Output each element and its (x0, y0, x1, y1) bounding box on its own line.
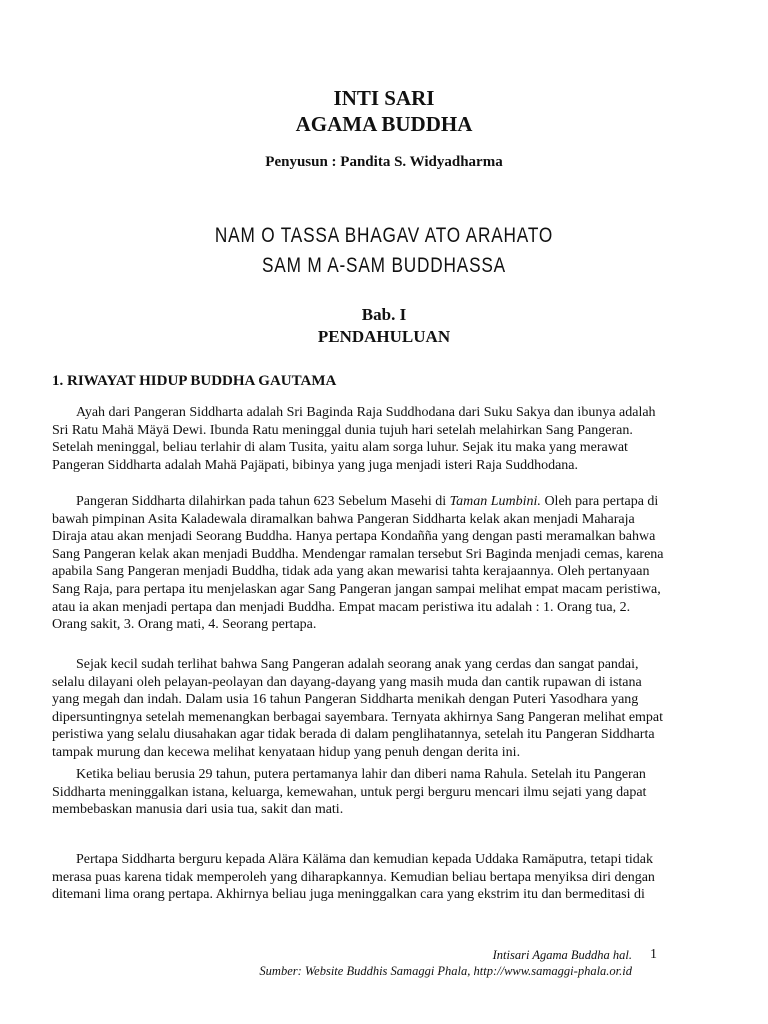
paragraph-5 (52, 851, 672, 904)
paragraph-line: Siddharta meninggalkan istana, keluarga, kemewahan, untuk pergi berguru mencari ilmu sejati yang dapat (52, 784, 647, 800)
paragraph-line: apabila Sang Pangeran menjadi Buddha, tidak ada yang akan mewarisi tahta kerajaannya. Oleh pertanyaan (52, 564, 650, 580)
paragraph-line: membebaskan manusia dari usia tua, sakit dan mati. (52, 802, 344, 818)
chapter-number: Bab. I (361, 305, 407, 324)
paragraph-line: Orang sakit, 3. Orang mati, 4. Seorang pertapa. (52, 617, 317, 633)
paragraph-line: Sang Raja, para pertapa itu menjelaskan agar Sang Pangeran jangan sampai melihat empat macam peristiwa, (52, 581, 661, 597)
paragraph-line: Ayah dari Pangeran Siddharta adalah Sri Baginda Raja Suddhodana dari Suku Sakya dan ibunya adalah (76, 405, 656, 420)
paragraph-line: Ketika beliau berusia 29 tahun, putera pertamanya lahir dan diberi nama Rahula. Setelah itu Pangeran (76, 767, 646, 782)
paragraph-text: Oleh para pertapa di (540, 494, 659, 509)
paragraph-line: merasa puas karena tidak memperoleh yang diharapkannya. Kemudian beliau bertapa menyiksa diri dengan (52, 869, 655, 885)
mantra-line-1: NAM O TASSA BHAGAV ATO ARAHATO (214, 224, 554, 247)
paragraph-1 (52, 404, 672, 474)
chapter-title: PENDAHULUAN (317, 327, 451, 346)
paragraph-line: selalu dilayani oleh pelayan-peolayan dan dayang-dayang yang masih muda dan cantik rupawan di istana (52, 674, 642, 690)
paragraph-line: Setelah meninggal, beliau terlahir di alam Tusita, yaitu alam sorga luhur. Sejak itu maka yang merawat (52, 440, 628, 456)
paragraph-line: atau ia akan menjadi pertapa dan menjadi Buddha. Empat macam peristiwa itu adalah : 1. Orang tua, 2. (52, 599, 631, 615)
footer-source: Sumber: Website Buddhis Samaggi Phala, http://www.samaggi-phala.or.id (259, 964, 632, 978)
document-title-line-2: AGAMA BUDDHA (295, 112, 473, 136)
paragraph-line: Pertapa Siddharta berguru kepada Alära Käläma dan kemudian kepada Uddaka Ramäputra, tetapi tidak (76, 852, 654, 867)
document-title-line-1: INTI SARI (333, 86, 435, 110)
paragraph-line: yang megah dan indah. Dalam usia 16 tahun Pangeran Siddharta menikah dengan Puteri Yasodhara yang (52, 692, 639, 708)
page-number: 1 (650, 947, 657, 962)
paragraph-line: dipersuntingnya setelah memenangkan berbagai sayembara. Ternyata akhirnya Sang Pangeran melihat empat (52, 709, 664, 725)
paragraph-4 (52, 766, 672, 819)
author-line: Penyusun : Pandita S. Widyadharma (265, 154, 503, 170)
paragraph-line: Pangeran Siddharta adalah Mahä Pajäpati, bibinya yang juga menjadi isteri Raja Suddhodana. (52, 457, 579, 473)
paragraph-2 (52, 493, 672, 634)
paragraph-line: Diraja atau akan menjadi Seorang Buddha. Hanya pertapa Kondañña yang dengan pasti meramalkan bahwa (52, 529, 656, 545)
paragraph-text: Pangeran Siddharta dilahirkan pada tahun 623 Sebelum Masehi di (76, 494, 450, 509)
paragraph-line: ditemani lima orang pertapa. Akhirnya beliau juga meninggalkan cara yang ekstrim itu dan bermeditasi di (52, 887, 645, 903)
paragraph-3 (52, 656, 672, 762)
section-heading: 1. RIWAYAT HIDUP BUDDHA GAUTAMA (52, 373, 337, 389)
footer-title: Intisari Agama Buddha hal. (492, 948, 632, 962)
place-name-italic: Taman Lumbini. (449, 494, 541, 509)
mantra-line-2: SAM M A-SAM BUDDHASSA (261, 254, 507, 277)
paragraph-first-line (52, 493, 672, 511)
paragraph-line: tampak murung dan kecewa melihat kenyataan hidup yang penuh dengan derita ini. (52, 744, 521, 760)
paragraph-line: Sejak kecil sudah terlihat bahwa Sang Pangeran adalah seorang anak yang cerdas dan sangat pandai, (76, 657, 639, 672)
paragraph-line: Sri Ratu Mahä Mäyä Dewi. Ibunda Ratu meninggal dunia tujuh hari setelah melahirkan Sang Pangeran. (52, 422, 633, 438)
paragraph-line: peristiwa yang selalu diusahakan agar tidak berada di dalam penglihatannya, setelah itu Pangeran Siddharta (52, 727, 655, 743)
paragraph-line: bawah pimpinan Asita Kaladewala diramalkan bahwa Pangeran Siddharta kelak akan menjadi Maharaja (52, 511, 635, 527)
paragraph-line: Sang Pangeran kelak akan menjadi Buddha. Mendengar ramalan tersebut Sri Baginda menjadi cemas, karena (52, 546, 664, 562)
